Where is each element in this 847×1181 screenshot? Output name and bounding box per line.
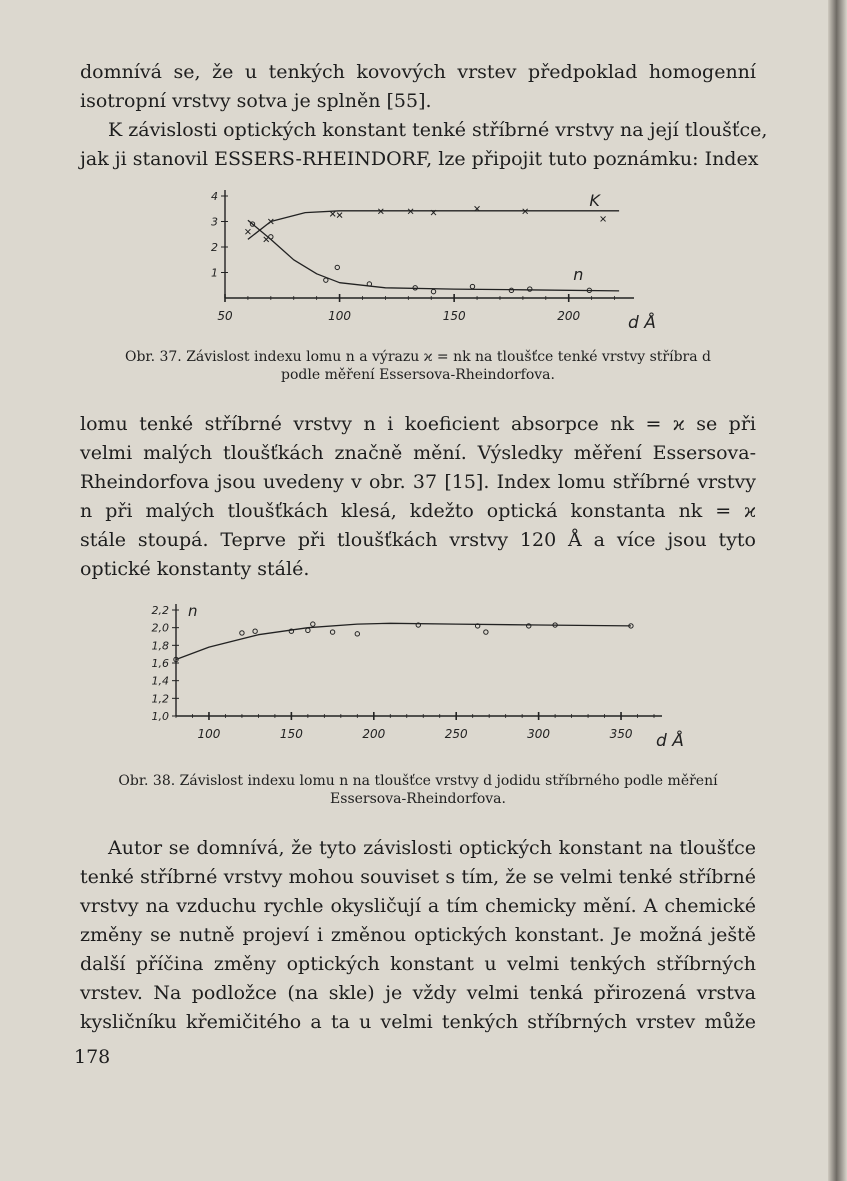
data-point-n: [324, 278, 328, 282]
text-line: velmi malých tloušťkách značně mění. Výsledky měření Essersova-: [80, 442, 756, 464]
x-axis-label: d Å: [656, 731, 684, 751]
figure-38-chart: [136, 596, 696, 766]
caption-line: Obr. 37. Závislost indexu lomu n a výrazu ϰ = nk na tloušťce tenké vrstvy stříbra d: [124, 349, 712, 365]
text-line: kysličníku křemičitého a ta u velmi tenkých stříbrných vrstev může: [80, 1011, 756, 1033]
bottom-paragraph: [80, 834, 756, 1037]
y-tick-label: 1,6: [151, 657, 169, 670]
data-point-n: [311, 622, 315, 626]
x-tick-label: 200: [557, 309, 581, 323]
data-point-n: [528, 287, 532, 291]
data-point-n: [269, 235, 273, 239]
data-point-n: [431, 289, 435, 293]
y-tick-label: 3: [211, 215, 218, 229]
y-tick-label: 1,0: [151, 710, 169, 723]
y-tick-label: 1,8: [151, 639, 169, 653]
data-point-k: [330, 211, 335, 216]
caption-line: Essersova-Rheindorfova.: [330, 791, 506, 807]
x-tick-label: 150: [442, 309, 466, 323]
text-line: změny se nutně projeví i změnou optických konstant. Je možná ještě: [80, 924, 756, 946]
book-binding-edge: [828, 0, 847, 1181]
y-tick-label: 2: [211, 241, 218, 254]
x-tick-label: 250: [444, 727, 468, 741]
data-point-k: [245, 229, 250, 234]
page-number: 178: [74, 1046, 111, 1068]
figure-37-caption: [80, 348, 756, 384]
x-tick-label: 150: [279, 727, 303, 741]
text-line: stále stoupá. Teprve při tloušťkách vrstvy 120 Å a více jsou tyto: [80, 529, 756, 551]
series-label-n: n: [573, 265, 584, 285]
top-paragraph: [80, 58, 768, 174]
y-tick-label: 2,0: [151, 621, 169, 635]
x-axis-label: d Å: [628, 313, 656, 333]
data-point-n: [253, 629, 257, 633]
text-line: tenké stříbrné vrstvy mohou souviset s tím, že se velmi tenké stříbrné: [80, 866, 756, 888]
text-line: K závislosti optických konstant tenké stříbrné vrstvy na její tloušťce,: [108, 119, 768, 141]
figure-38-caption: [80, 772, 756, 808]
data-point-n: [335, 265, 339, 269]
series-curve-n: [176, 623, 631, 659]
text-line: vrstvy na vzduchu rychle okysličují a tím chemicky mění. A chemické: [80, 895, 756, 917]
y-tick-label: 1,4: [151, 674, 169, 688]
x-tick-label: 100: [328, 309, 352, 323]
text-line: n při malých tloušťkách klesá, kdežto optická konstanta nk = ϰ: [80, 500, 756, 522]
data-point-n: [470, 284, 474, 288]
y-tick-label: 4: [211, 190, 218, 203]
text-line: isotropní vrstvy sotva je splněn [55].: [80, 90, 432, 112]
data-point-n: [355, 632, 359, 636]
y-tick-label: 1: [211, 266, 218, 280]
series-curve-n: [248, 220, 619, 291]
text-line: domnívá se, že u tenkých kovových vrstev předpoklad homogenní: [80, 61, 756, 83]
x-tick-label: 350: [609, 727, 633, 741]
x-tick-label: 100: [197, 727, 221, 741]
x-tick-label: 50: [217, 309, 233, 323]
data-point-n: [240, 631, 244, 635]
data-point-n: [484, 630, 488, 634]
middle-paragraph: [80, 410, 756, 584]
text-line: Rheindorfova jsou uvedeny v obr. 37 [15]. Index lomu stříbrné vrstvy: [80, 471, 756, 493]
caption-line: Obr. 38. Závislost indexu lomu n na tloušťce vrstvy d jodidu stříbrného podle měření: [118, 773, 718, 789]
series-curve-k: [248, 211, 619, 240]
text-line: lomu tenké stříbrné vrstvy n i koeficient absorpce nk = ϰ se při: [80, 413, 756, 435]
text-line: Autor se domnívá, že tyto závislosti optických konstant na tloušťce: [108, 837, 756, 859]
x-tick-label: 300: [527, 727, 551, 741]
text-line: další příčina změny optických konstant u velmi tenkých stříbrných: [80, 953, 756, 975]
data-point-n: [306, 628, 310, 632]
text-line: jak ji stanovil ESSERS-RHEINDORF, lze připojit tuto poznámku: Index: [80, 148, 759, 170]
data-point-n: [509, 288, 513, 292]
y-tick-label: 2,2: [151, 604, 169, 617]
data-point-k: [601, 216, 606, 221]
text-line: optické konstanty stálé.: [80, 558, 310, 580]
caption-line: podle měření Essersova-Rheindorfova.: [281, 367, 555, 383]
series-label-k: K: [589, 191, 600, 211]
y-tick-label: 1,2: [151, 692, 169, 706]
data-point-n: [330, 630, 334, 634]
x-tick-label: 200: [362, 727, 386, 741]
data-point-k: [337, 213, 342, 218]
figure-37-chart: [190, 186, 656, 344]
y-axis-label: n: [188, 602, 198, 620]
text-line: vrstev. Na podložce (na skle) je vždy velmi tenká přirozená vrstva: [80, 982, 756, 1004]
